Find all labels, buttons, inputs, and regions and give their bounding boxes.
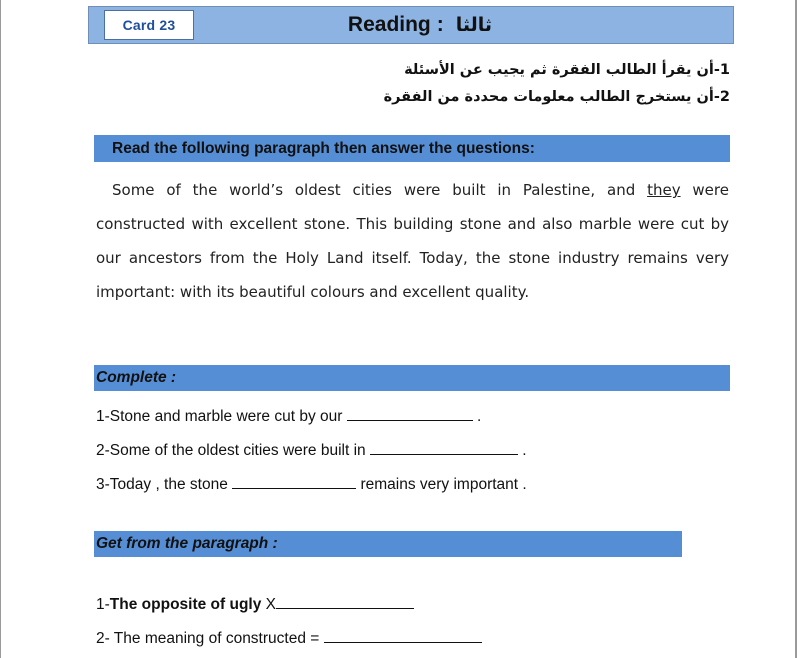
get-q1-blank[interactable] xyxy=(276,594,414,609)
complete-q2-text: 2-Some of the oldest cities were built in xyxy=(96,442,370,459)
get-q1-end: X xyxy=(261,596,277,613)
get-q2-text: 2- The meaning of constructed = xyxy=(96,630,324,647)
complete-band xyxy=(94,365,730,391)
get-question-2 xyxy=(96,628,482,648)
complete-q3-blank[interactable] xyxy=(232,474,356,489)
complete-q1-text: 1-Stone and marble were cut by our xyxy=(96,408,347,425)
complete-question-3 xyxy=(96,474,527,494)
title-separator: : xyxy=(436,13,444,36)
objective-1: 1-أن يقرأ الطالب الفقرة ثم يجيب عن الأسئلة xyxy=(404,62,730,78)
complete-heading: Complete : xyxy=(96,369,177,386)
instruction-band xyxy=(94,135,730,162)
title-arabic: ثالثا xyxy=(455,14,493,36)
paragraph-underlined-word: they xyxy=(647,181,681,199)
reading-paragraph xyxy=(96,173,729,309)
get-q1-number: 1- xyxy=(96,596,110,613)
paragraph-part-2: were constructed with excellent stone. This building stone and also marble were cut by our ancestors from the Holy Land itself. Today, the stone industry remains very important: with its beautiful colours and excellent quality. xyxy=(96,181,729,301)
complete-question-2 xyxy=(96,440,527,460)
paragraph-part-1: Some of the world’s oldest cities were built in Palestine, and xyxy=(112,181,648,199)
complete-q2-end: . xyxy=(517,442,527,459)
card-label: Card 23 xyxy=(104,10,194,40)
get-heading: Get from the paragraph : xyxy=(96,535,278,552)
get-q1-bold-text: The opposite of ugly xyxy=(109,596,262,613)
complete-question-1 xyxy=(96,406,481,426)
complete-q3-text: 3-Today , the stone xyxy=(96,476,233,493)
page-border-left xyxy=(0,0,1,658)
complete-q1-blank[interactable] xyxy=(347,406,473,421)
complete-q3-end: remains very important . xyxy=(356,476,527,493)
instruction-text: Read the following paragraph then answer the questions: xyxy=(112,139,535,157)
get-question-1 xyxy=(96,594,414,614)
get-band xyxy=(94,531,682,557)
complete-q1-end: . xyxy=(472,408,482,425)
get-q2-blank[interactable] xyxy=(324,628,482,643)
complete-q2-blank[interactable] xyxy=(370,440,518,455)
title-english: Reading xyxy=(347,13,431,36)
page-title xyxy=(300,10,540,40)
objective-2: 2-أن يستخرج الطالب معلومات محددة من الفقرة xyxy=(383,89,730,105)
